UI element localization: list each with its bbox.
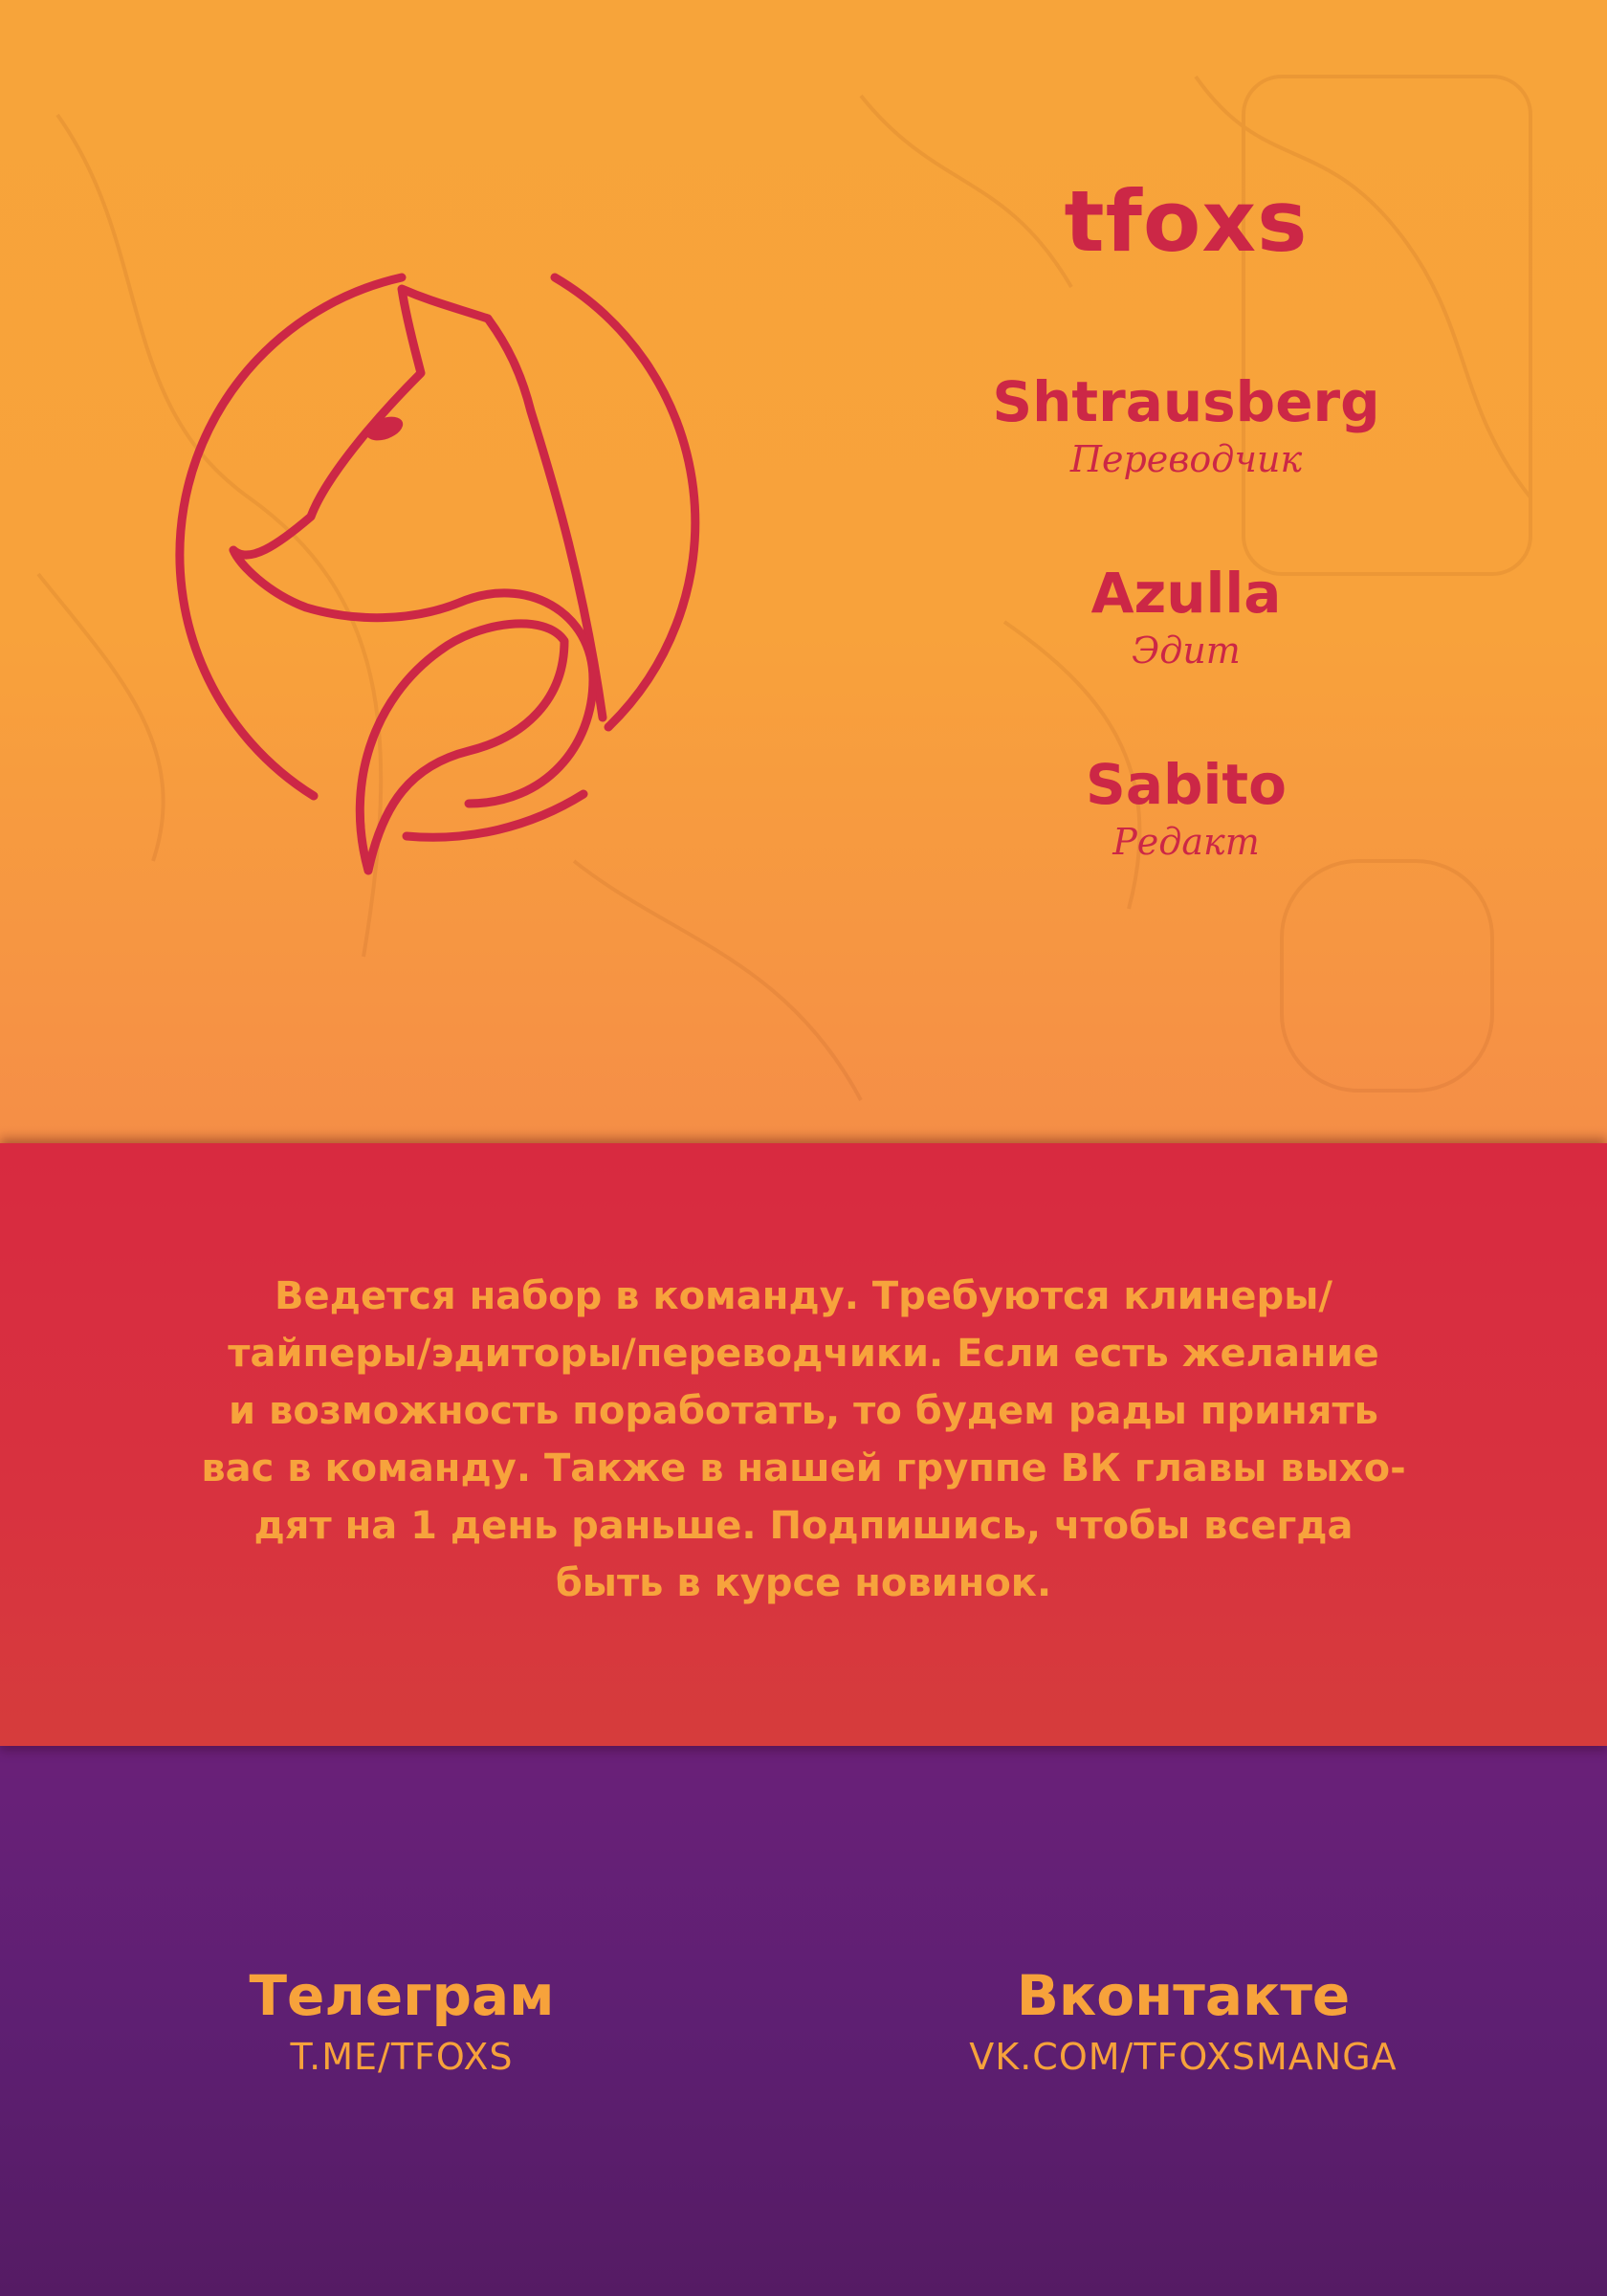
recruit-line: дят на 1 день раньше. Подпишись, чтобы всегда bbox=[253, 1504, 1354, 1548]
vk-link[interactable]: VK.COM/TFOXSMANGA bbox=[969, 2036, 1398, 2078]
vk-contact bbox=[896, 1961, 1470, 2084]
member-role: Эдит bbox=[1132, 629, 1241, 672]
telegram-title: Телеграм bbox=[249, 1963, 555, 2028]
member-credit bbox=[947, 560, 1425, 674]
member-name: Sabito bbox=[1086, 752, 1287, 817]
telegram-link[interactable]: T.ME/TFOXS bbox=[290, 2036, 514, 2078]
member-credit bbox=[947, 751, 1425, 866]
header-section bbox=[0, 0, 1607, 1143]
member-name: Azulla bbox=[1090, 561, 1282, 626]
fox-logo-icon bbox=[143, 230, 756, 899]
recruit-line: вас в команду. Также в нашей группе ВК главы выхо- bbox=[201, 1446, 1406, 1490]
recruit-line: быть в курсе новинок. bbox=[555, 1561, 1052, 1605]
member-role: Переводчик bbox=[1069, 438, 1303, 480]
recruit-line: тайперы/эдиторы/переводчики. Если есть желание bbox=[228, 1332, 1379, 1376]
member-name: Shtrausberg bbox=[992, 369, 1380, 434]
recruit-line: Ведется набор в команду. Требуются клинеры/ bbox=[275, 1274, 1332, 1318]
telegram-contact bbox=[115, 1961, 689, 2084]
member-credit bbox=[947, 368, 1425, 483]
recruit-message bbox=[134, 1268, 1473, 1612]
team-name: tfoxs bbox=[1064, 172, 1309, 271]
member-role: Редакт bbox=[1112, 821, 1260, 863]
vk-title: Вконтакте bbox=[1016, 1963, 1351, 2028]
recruit-line: и возможность поработать, то будем рады принять bbox=[229, 1389, 1378, 1433]
